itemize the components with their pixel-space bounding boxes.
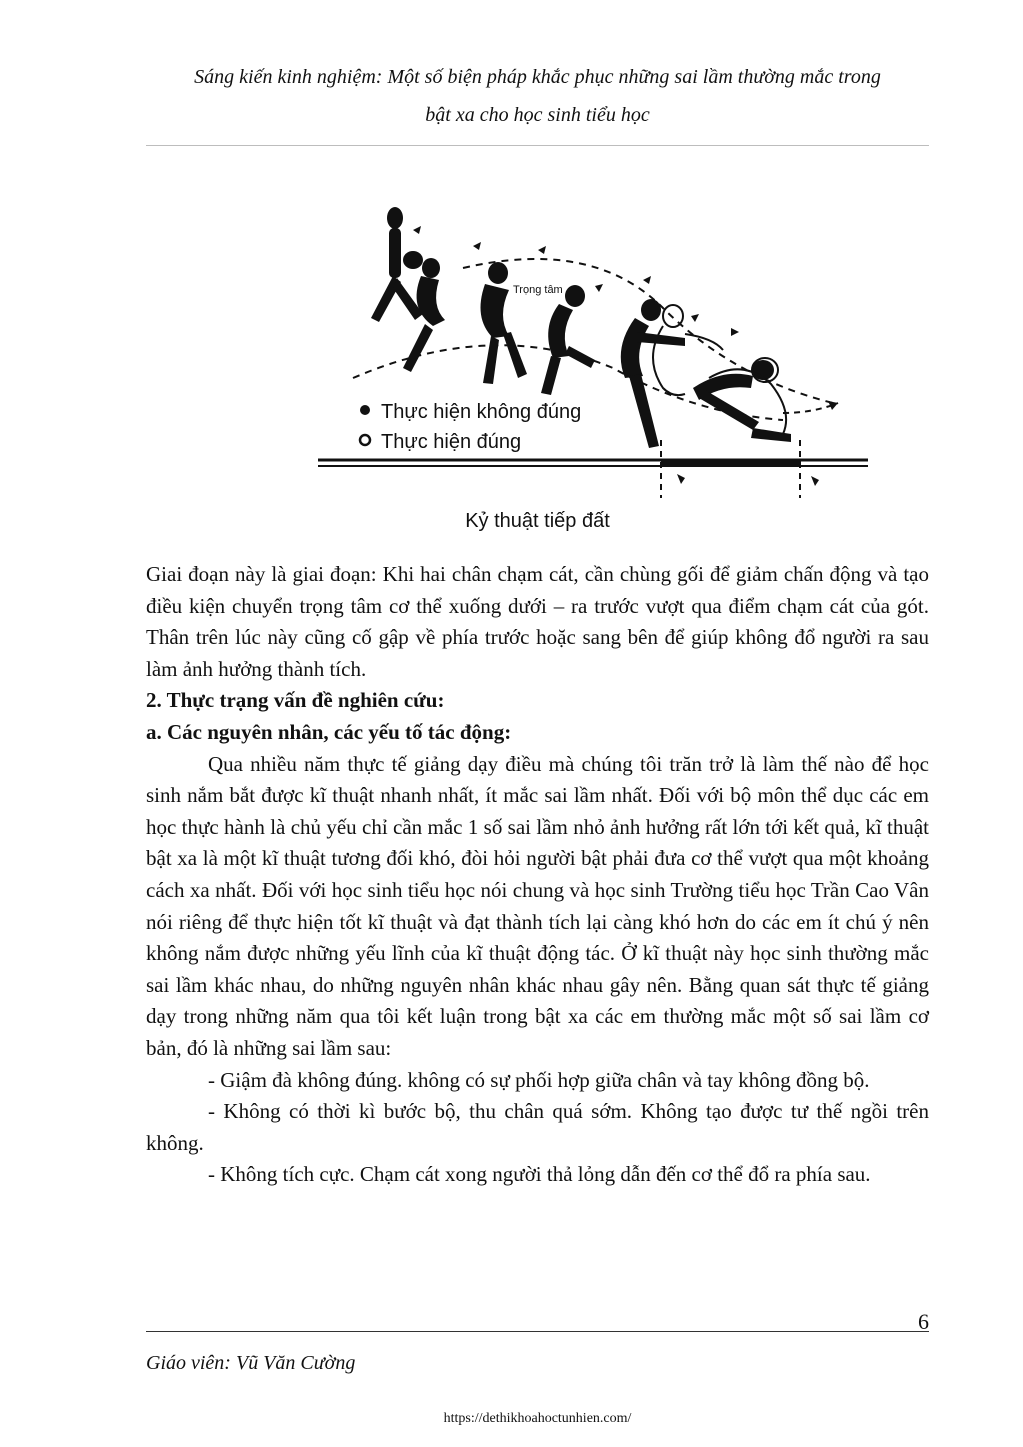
page-number: 6	[918, 1309, 929, 1334]
subsection-heading: a. Các nguyên nhân, các yếu tố tác động:	[146, 719, 512, 744]
list-item: - Không tích cực. Chạm cát xong người thả lỏng dẫn đến cơ thể đổ ra phía sau.	[208, 1162, 871, 1187]
paragraph-landing-phase: Giai đoạn này là giai đoạn: Khi hai chân chạm cát, cần chùng gối để giảm chấn động và tạo điều kiện chuyển trọng tâm cơ thể xuống dưới – ra trước vượt qua điểm chạm cát của gót. Thân trên lúc này cũng cố gập về phía trước hoặc sang bên để giúp không đổ người ra sau làm ảnh hưởng thành tích.	[146, 562, 929, 681]
landing-technique-figure	[313, 198, 873, 498]
header-line-2: bật xa cho học sinh tiểu học	[425, 104, 650, 126]
figure-illustration	[313, 198, 873, 498]
footer-teacher: Giáo viên: Vũ Văn Cường	[146, 1352, 356, 1374]
center-of-gravity-label: Trọng tâm	[513, 284, 563, 296]
list-item: - Không có thời kì bước bộ, thu chân quá sớm. Không tạo được tư thế ngồi trên không.	[146, 1099, 929, 1155]
header-divider	[146, 145, 929, 146]
figure-caption: Kỷ thuật tiếp đất	[465, 510, 610, 532]
hollow-dot-icon	[360, 435, 370, 445]
legend-correct: Thực hiện đúng	[381, 431, 522, 453]
filled-dot-icon	[360, 405, 370, 415]
legend-incorrect: Thực hiện không đúng	[381, 401, 582, 423]
header-line-1: Sáng kiến kinh nghiệm: Một số biện pháp khắc phục những sai lầm thường mắc trong	[194, 66, 881, 88]
page-header	[146, 58, 929, 134]
list-item: - Giậm đà không đúng. không có sự phối hợp giữa chân và tay không đồng bộ.	[208, 1067, 870, 1092]
footer-url: https://dethikhoahoctunhien.com/	[443, 1411, 632, 1426]
footer-divider	[146, 1331, 929, 1332]
section-heading: 2. Thực trạng vấn đề nghiên cứu:	[146, 688, 445, 713]
main-content	[146, 559, 929, 1191]
paragraph-causes: Qua nhiều năm thực tế giảng dạy điều mà chúng tôi trăn trở là làm thế nào để học sinh nắm bắt được kĩ thuật nhanh nhất, ít mắc sai lầm nhất. Đối với bộ môn thể dục các em học thực hành là chủ yếu chỉ cần mắc 1 số sai lầm nhỏ ảnh hưởng rất lớn tới kết quả, kĩ thuật bật xa là một kĩ thuật tương đối khó, đòi hỏi người bật phải đưa cơ thể vượt qua một khoảng cách xa nhất. Đối với học sinh tiểu học nói chung và học sinh Trường tiểu học Trần Cao Vân nói riêng để thực hiện tốt kĩ thuật và đạt thành tích lại càng khó hơn do các em ít chú ý nên không nắm được những yếu lĩnh của kĩ thuật động tác. Ở kĩ thuật này học sinh thường mắc sai lầm khác nhau, do những nguyên nhân khác nhau gây nên. Bằng quan sát thực tế giảng dạy trong những năm qua tôi kết luận trong bật xa các em thường mắc một số sai lầm cơ bản, đó là những sai lầm sau:	[146, 751, 929, 1060]
